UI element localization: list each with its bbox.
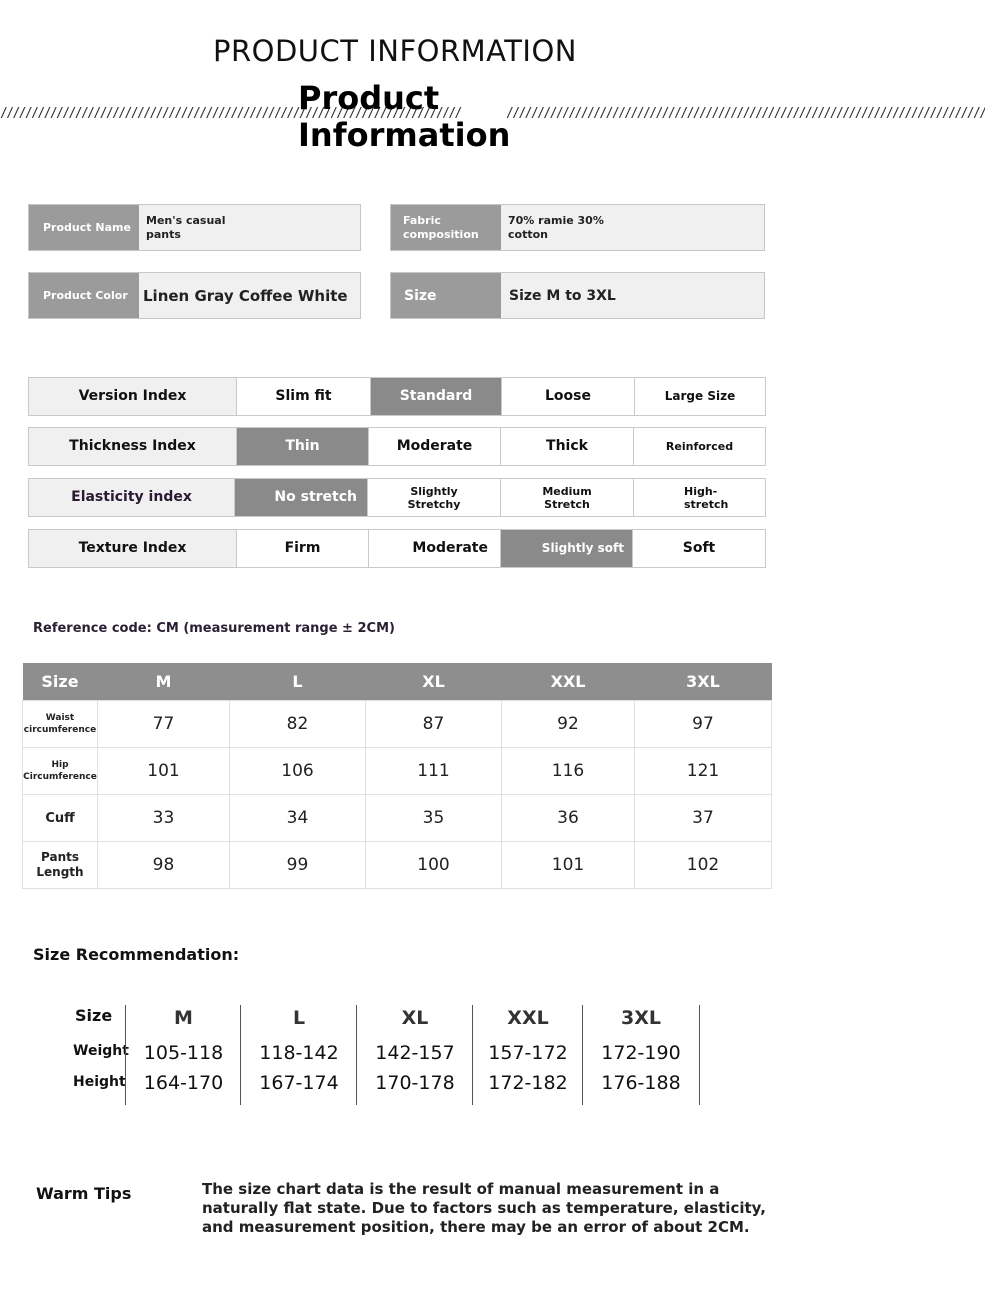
size-table-header-row: [23, 663, 772, 701]
version-index-row: [28, 377, 766, 416]
reference-code: Reference code: CM (measurement range ± 2CM): [33, 621, 395, 636]
rec-weight: 157-172: [488, 1042, 568, 1064]
row-label-line2: Circumference: [23, 772, 97, 782]
option-soft: Soft: [632, 530, 765, 567]
rec-label-size: Size: [75, 1006, 113, 1025]
product-color-value: Linen Gray Coffee White: [143, 286, 348, 305]
page-title-line2: Information: [298, 116, 511, 154]
size-table-header-cell: XXL: [502, 663, 635, 701]
rec-weight: 142-157: [375, 1042, 455, 1064]
table-cell: 33: [98, 795, 230, 842]
row-label-pants-length: [23, 842, 98, 889]
elasticity-index-label: Elasticity index: [29, 479, 234, 516]
table-cell: 102: [635, 842, 772, 889]
option-thick: Thick: [500, 428, 633, 465]
size-table: [22, 663, 772, 889]
thickness-index-row: [28, 427, 766, 466]
elasticity-index-row: [28, 478, 766, 517]
rec-label-height: Height: [73, 1074, 126, 1090]
texture-index-row: [28, 529, 766, 568]
table-cell: 35: [366, 795, 502, 842]
warm-tips-line1: The size chart data is the result of manual measurement in a: [202, 1180, 720, 1198]
size-table-header-cell: Size: [23, 663, 98, 701]
table-cell: 116: [502, 748, 635, 795]
rec-size: XXL: [507, 1007, 549, 1029]
page-title-upper: PRODUCT INFORMATION: [213, 34, 577, 68]
rec-size: M: [174, 1007, 193, 1029]
row-label-line1: Cuff: [45, 810, 75, 826]
rec-column-l: [240, 1005, 357, 1105]
row-label-line1: Pants: [41, 850, 79, 864]
decorative-slashes-right: /////////////////////////////////////////////////////////////////////////////: [506, 106, 985, 121]
option-loose: Loose: [501, 378, 634, 415]
row-label-line1: Waist: [45, 713, 75, 723]
rec-height: 164-170: [143, 1072, 224, 1094]
row-label-waist: [23, 701, 98, 748]
option-reinforced: Reinforced: [633, 428, 765, 465]
fabric-value-line2: cotton: [508, 227, 548, 241]
option-standard: Standard: [370, 378, 501, 415]
option-medium-stretch: [500, 479, 633, 516]
option-thin: Thin: [236, 428, 368, 465]
rec-size: 3XL: [621, 1007, 661, 1029]
table-cell: 37: [635, 795, 772, 842]
option-medium-stretch-line1: Medium: [542, 484, 592, 498]
size-box: [390, 272, 765, 319]
fabric-value-line1: 70% ramie 30%: [508, 213, 604, 227]
fabric-label-line2: composition: [403, 227, 479, 241]
rec-size: L: [292, 1007, 306, 1029]
size-label: Size: [391, 273, 501, 318]
table-cell: 101: [502, 842, 635, 889]
row-label-hip: [23, 748, 98, 795]
page-title: [298, 80, 510, 154]
product-name-value: [139, 205, 226, 250]
rec-weight: 105-118: [143, 1042, 224, 1064]
row-label-line2: Length: [36, 865, 84, 879]
row-label-cuff: [23, 795, 98, 842]
size-table-header-cell: L: [230, 663, 366, 701]
row-label-line1: Hip: [51, 760, 69, 770]
table-cell: 97: [635, 701, 772, 748]
warm-tips-title: Warm Tips: [36, 1184, 132, 1203]
rec-column-xl: [356, 1005, 473, 1105]
table-row: [23, 748, 772, 795]
recommendation-title: Size Recommendation:: [33, 945, 240, 964]
warm-tips-line2: naturally flat state. Due to factors such as temperature, elasticity,: [202, 1199, 766, 1217]
option-high-stretch: [633, 479, 765, 516]
option-slim-fit: Slim fit: [236, 378, 370, 415]
table-cell: 36: [502, 795, 635, 842]
table-cell: 87: [366, 701, 502, 748]
option-slightly-stretchy-line1: Slightly: [410, 484, 458, 498]
warm-tips-text: [202, 1180, 777, 1237]
fabric-label-line1: Fabric: [403, 213, 441, 227]
table-cell: 77: [98, 701, 230, 748]
rec-height: 176-188: [601, 1072, 681, 1094]
rec-height: 170-178: [375, 1072, 455, 1094]
size-table-header-cell: XL: [366, 663, 502, 701]
size-table-header-cell: 3XL: [635, 663, 772, 701]
rec-label-weight: Weight: [73, 1043, 129, 1059]
product-name-box: [28, 204, 361, 251]
product-color-label: Product Color: [29, 273, 139, 318]
table-row: [23, 701, 772, 748]
fabric-value: [501, 205, 604, 250]
option-firm: Firm: [236, 530, 368, 567]
rec-weight: 172-190: [601, 1042, 681, 1064]
product-name-value-line2: pants: [146, 227, 181, 241]
option-high-stretch-line1: High-: [684, 484, 718, 498]
product-name-label: Product Name: [29, 205, 139, 250]
table-cell: 98: [98, 842, 230, 889]
table-cell: 92: [502, 701, 635, 748]
product-color-box: [28, 272, 361, 319]
rec-size: XL: [401, 1007, 429, 1029]
option-no-stretch: No stretch: [234, 479, 367, 516]
table-cell: 106: [230, 748, 366, 795]
table-row: [23, 842, 772, 889]
rec-column-xxl: [472, 1005, 583, 1105]
rec-column-m: [125, 1005, 241, 1105]
option-moderate: Moderate: [368, 530, 500, 567]
texture-index-label: Texture Index: [29, 530, 236, 567]
option-moderate: Moderate: [368, 428, 500, 465]
page-title-line1: Product: [298, 79, 440, 117]
table-cell: 99: [230, 842, 366, 889]
table-cell: 34: [230, 795, 366, 842]
thickness-index-label: Thickness Index: [29, 428, 236, 465]
option-slightly-stretchy-line2: Stretchy: [407, 497, 461, 511]
rec-height: 167-174: [259, 1072, 339, 1094]
fabric-label: [391, 205, 501, 250]
table-cell: 100: [366, 842, 502, 889]
option-high-stretch-line2: stretch: [684, 497, 729, 511]
product-name-value-line1: Men's casual: [146, 213, 226, 227]
option-medium-stretch-line2: Stretch: [544, 497, 590, 511]
size-value: Size M to 3XL: [509, 287, 616, 304]
table-cell: 121: [635, 748, 772, 795]
fabric-box: [390, 204, 765, 251]
option-slightly-stretchy: [367, 479, 500, 516]
table-row: [23, 795, 772, 842]
table-cell: 111: [366, 748, 502, 795]
decorative-slashes-left: //////////////////////////////////////////////////////////////////////////: [0, 106, 461, 121]
option-slightly-soft: Slightly soft: [500, 530, 632, 567]
rec-height: 172-182: [488, 1072, 568, 1094]
rec-column-3xl: [582, 1005, 700, 1105]
warm-tips-line3: and measurement position, there may be an error of about 2CM.: [202, 1218, 750, 1236]
rec-weight: 118-142: [259, 1042, 339, 1064]
row-label-line2: circumference: [23, 725, 97, 735]
table-cell: 101: [98, 748, 230, 795]
table-cell: 82: [230, 701, 366, 748]
version-index-label: Version Index: [29, 378, 236, 415]
size-table-header-cell: M: [98, 663, 230, 701]
option-large-size: Large Size: [634, 378, 765, 415]
